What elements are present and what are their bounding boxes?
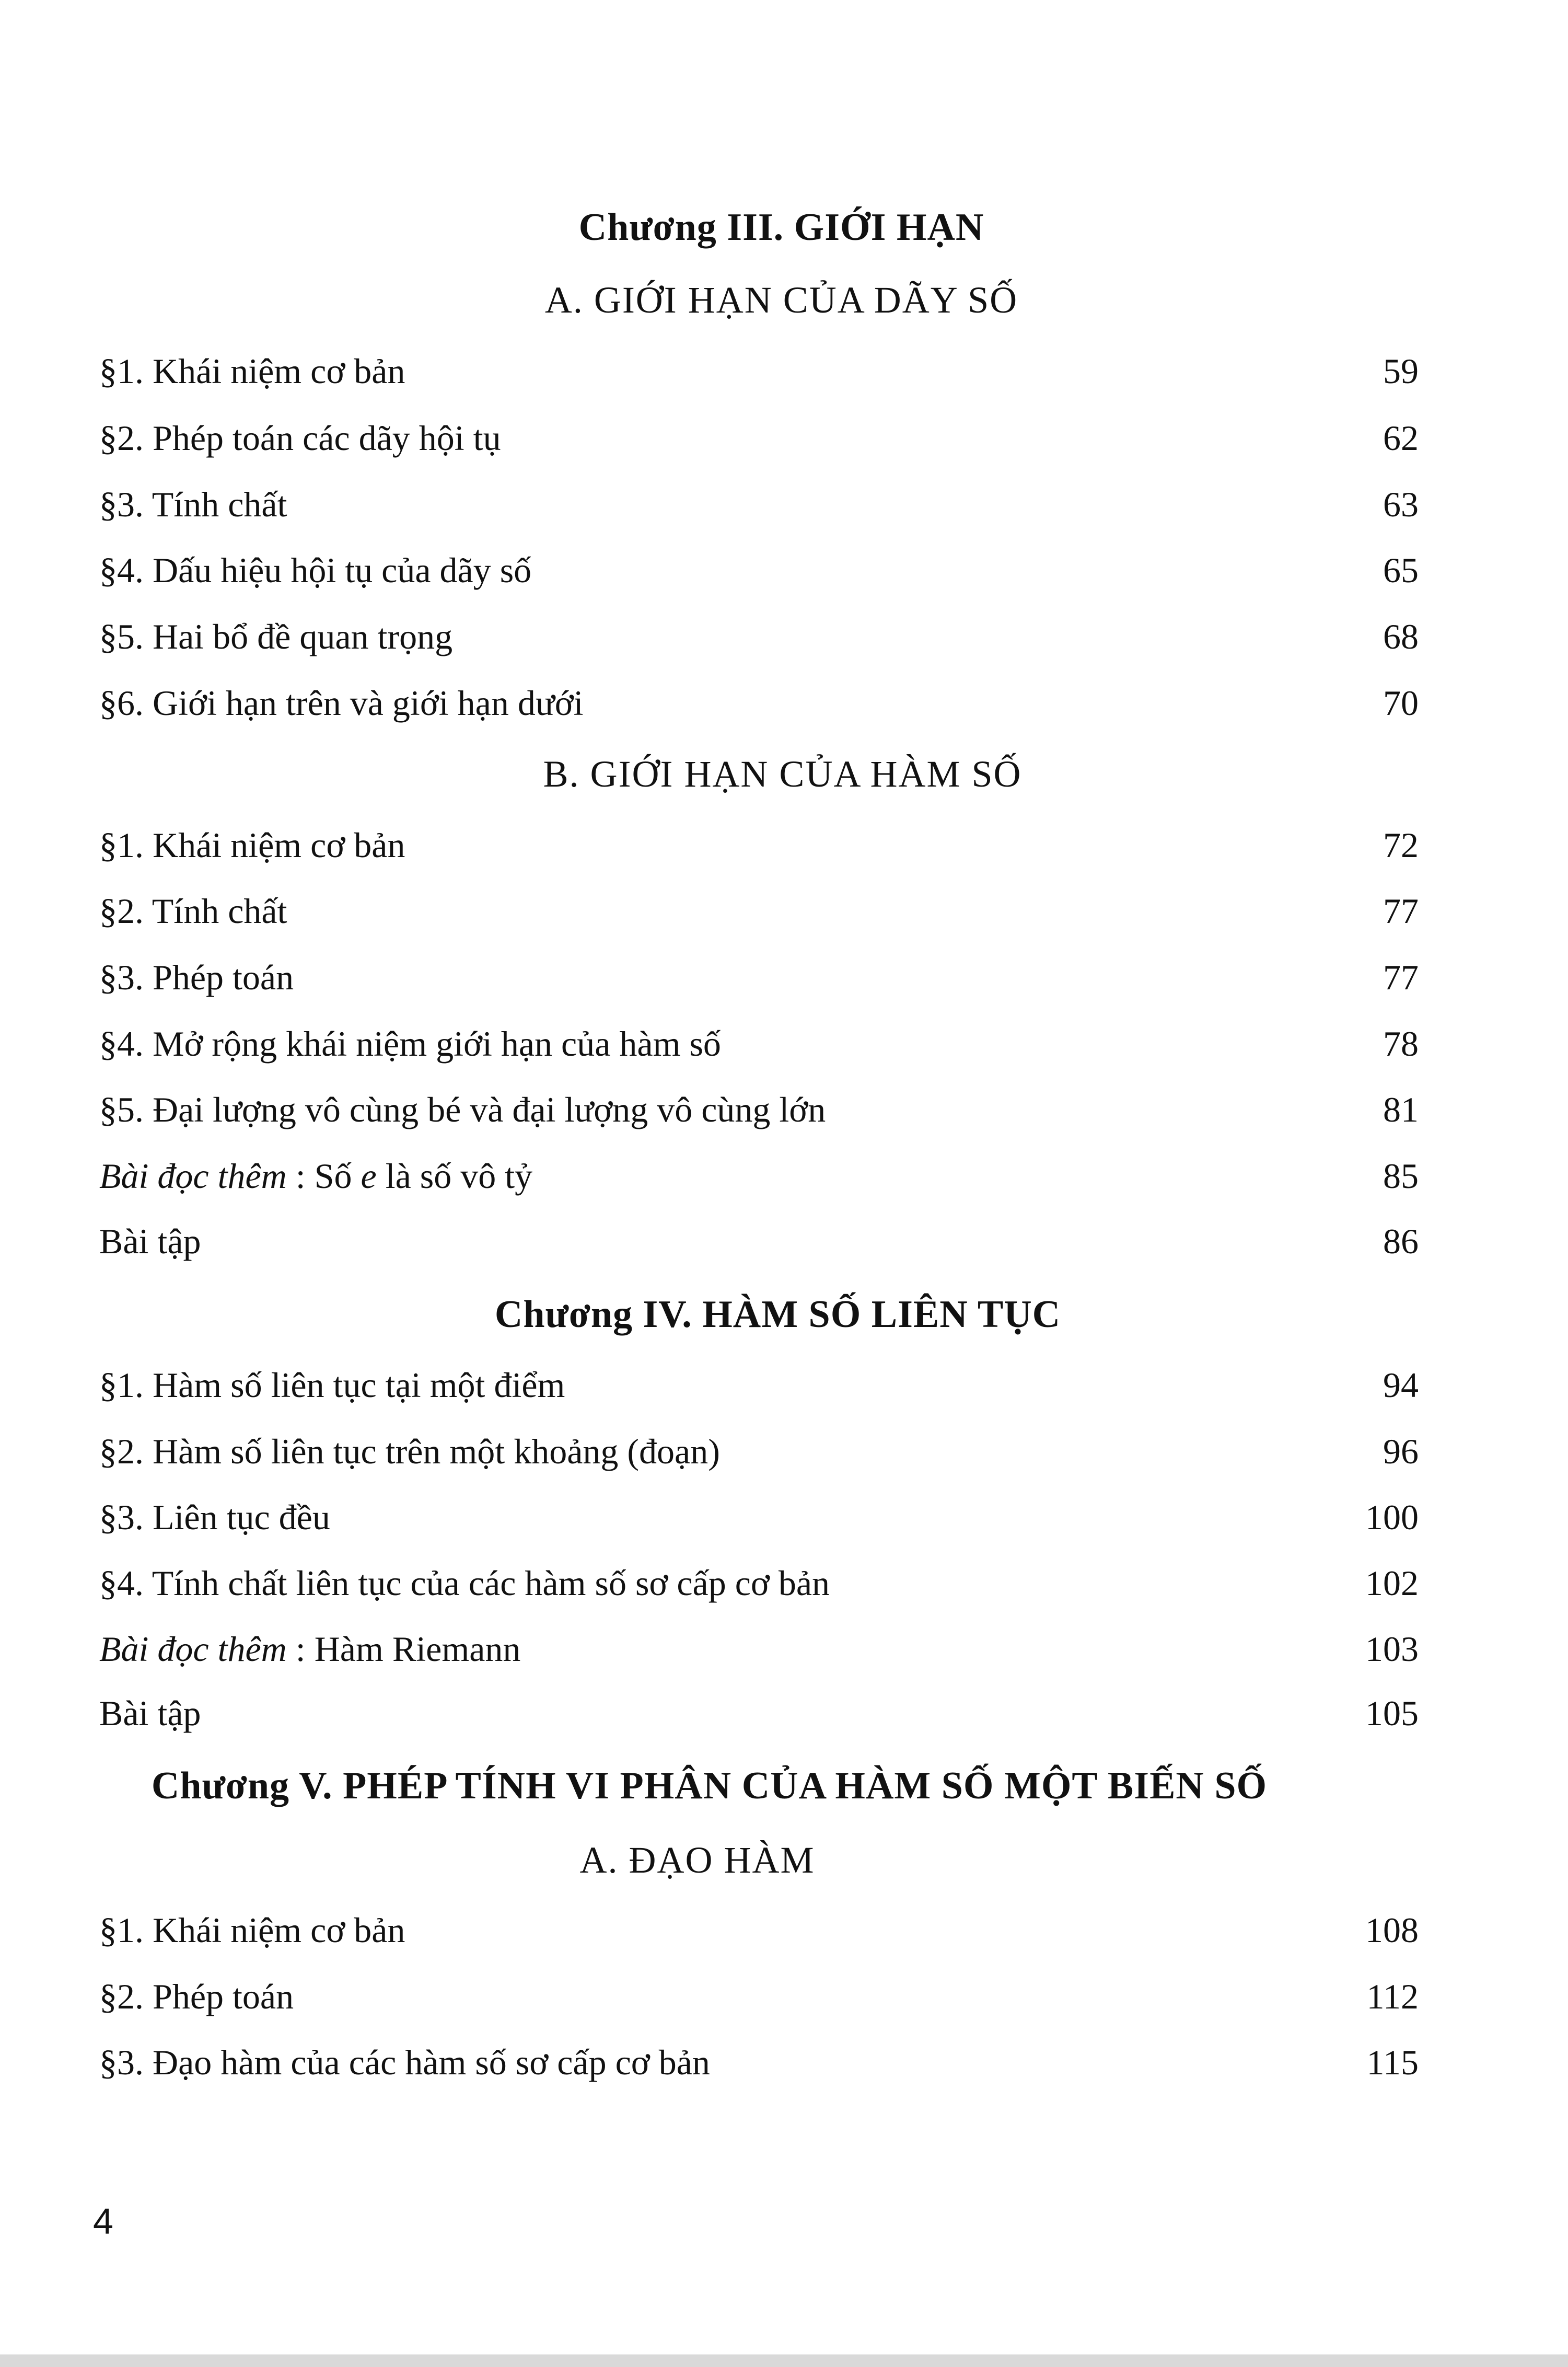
- chapter-3-part-b-heading: B. GIỚI HẠN CỦA HÀM SỐ: [543, 753, 1022, 795]
- toc-entry-title: §1. Hàm số liên tục tại một điểm: [99, 1365, 565, 1405]
- toc-entry-further-reading: [99, 1152, 1419, 1199]
- toc-entry: [99, 1361, 1419, 1408]
- toc-entry: [99, 481, 1419, 528]
- toc-entry-exercises: [99, 1218, 1419, 1265]
- toc-entry-title: §2. Phép toán các dãy hội tụ: [99, 418, 501, 458]
- further-reading-text: là số vô tỷ: [376, 1156, 533, 1196]
- toc-entry: [99, 1020, 1419, 1067]
- toc-entry-title: §1. Khái niệm cơ bản: [99, 1910, 405, 1950]
- toc-entry: [99, 348, 1419, 395]
- toc-entry: [99, 822, 1419, 869]
- toc-entry: [99, 2039, 1419, 2086]
- toc-entry-title: §4. Dấu hiệu hội tụ của dãy số: [99, 550, 532, 590]
- toc-entry-title: [99, 1152, 532, 1199]
- toc-entry-page: 103: [1365, 1629, 1419, 1669]
- toc-entry: [99, 1907, 1419, 1954]
- toc-entry-title: §1. Khái niệm cơ bản: [99, 825, 405, 865]
- chapter-3-heading: Chương III. GIỚI HẠN: [578, 206, 984, 249]
- further-reading-text: Hàm Riemann: [314, 1629, 521, 1669]
- chapter-5-heading: Chương V. PHÉP TÍNH VI PHÂN CỦA HÀM SỐ MỘT BIẾN SỐ: [151, 1764, 1268, 1807]
- toc-entry-title: §2. Hàm số liên tục trên một khoảng (đoạn): [99, 1431, 720, 1471]
- toc-entry-title: §3. Đạo hàm của các hàm số sơ cấp cơ bản: [99, 2042, 710, 2082]
- scan-bottom-edge: [0, 2354, 1568, 2367]
- toc-entry-page: 77: [1383, 957, 1419, 997]
- toc-entry-title: §3. Liên tục đều: [99, 1497, 330, 1537]
- toc-entry-page: 108: [1365, 1910, 1419, 1950]
- toc-entry: [99, 1428, 1419, 1475]
- toc-entry: [99, 1086, 1419, 1133]
- toc-entry-page: 81: [1383, 1090, 1419, 1129]
- toc-entry-title: §6. Giới hạn trên và giới hạn dưới: [99, 683, 584, 723]
- toc-entry-page: 65: [1383, 550, 1419, 590]
- toc-entry: [99, 547, 1419, 594]
- toc-entry-further-reading: [99, 1625, 1419, 1672]
- toc-entry-page: 112: [1366, 1977, 1419, 2016]
- toc-entry-page: 77: [1383, 891, 1419, 931]
- toc-entry-title: Bài tập: [99, 1221, 201, 1261]
- toc-entry-title: §4. Mở rộng khái niệm giới hạn của hàm số: [99, 1024, 721, 1064]
- toc-entry-title: [99, 1625, 520, 1672]
- toc-entry-title: §1. Khái niệm cơ bản: [99, 351, 405, 391]
- toc-entry-title: §3. Tính chất: [99, 484, 287, 524]
- toc-entry-page: 70: [1383, 683, 1419, 723]
- further-reading-label: Bài đọc thêm: [99, 1156, 287, 1196]
- toc-entry-exercises: [99, 1690, 1419, 1737]
- toc-entry-title: §5. Hai bổ đề quan trọng: [99, 617, 453, 656]
- chapter-5-part-a-heading: A. ĐẠO HÀM: [579, 1839, 815, 1881]
- toc-entry-title: §4. Tính chất liên tục của các hàm số sơ cấp cơ bản: [99, 1563, 830, 1603]
- toc-entry-page: 63: [1383, 484, 1419, 524]
- toc-entry-page: 59: [1383, 351, 1419, 391]
- toc-entry-title: §2. Phép toán: [99, 1977, 294, 2016]
- toc-entry-title: Bài tập: [99, 1693, 201, 1733]
- toc-entry-page: 105: [1365, 1693, 1419, 1733]
- toc-entry: [99, 887, 1419, 934]
- toc-entry-page: 102: [1365, 1563, 1419, 1603]
- toc-entry-page: 68: [1383, 617, 1419, 656]
- toc-entry-page: 115: [1366, 2042, 1419, 2082]
- toc-entry: [99, 1560, 1419, 1607]
- toc-entry: [99, 679, 1419, 726]
- toc-entry: [99, 1494, 1419, 1541]
- toc-entry: [99, 1973, 1419, 2020]
- toc-entry-page: 62: [1383, 418, 1419, 458]
- further-reading-text: Số: [314, 1156, 361, 1196]
- toc-entry-title: §2. Tính chất: [99, 891, 287, 931]
- toc-entry-page: 86: [1383, 1221, 1419, 1261]
- toc-entry-page: 94: [1383, 1365, 1419, 1405]
- chapter-3-part-a-heading: A. GIỚI HẠN CỦA DÃY SỐ: [544, 279, 1018, 321]
- further-reading-separator: :: [286, 1629, 315, 1669]
- further-reading-separator: :: [286, 1156, 315, 1196]
- toc-entry-title: §3. Phép toán: [99, 957, 294, 997]
- toc-entry: [99, 613, 1419, 660]
- toc-entry-page: 96: [1383, 1431, 1419, 1471]
- toc-entry-page: 78: [1383, 1024, 1419, 1064]
- further-reading-label: Bài đọc thêm: [99, 1629, 287, 1669]
- toc-entry-page: 100: [1365, 1497, 1419, 1537]
- page-number: 4: [93, 2201, 113, 2242]
- toc-entry: [99, 414, 1419, 461]
- toc-entry-title: §5. Đại lượng vô cùng bé và đại lượng vô cùng lớn: [99, 1090, 826, 1129]
- toc-entry-page: 85: [1383, 1156, 1419, 1196]
- further-reading-symbol: e: [361, 1156, 377, 1196]
- toc-entry: [99, 954, 1419, 1001]
- toc-entry-page: 72: [1383, 825, 1419, 865]
- chapter-4-heading: Chương IV. HÀM SỐ LIÊN TỤC: [494, 1293, 1061, 1336]
